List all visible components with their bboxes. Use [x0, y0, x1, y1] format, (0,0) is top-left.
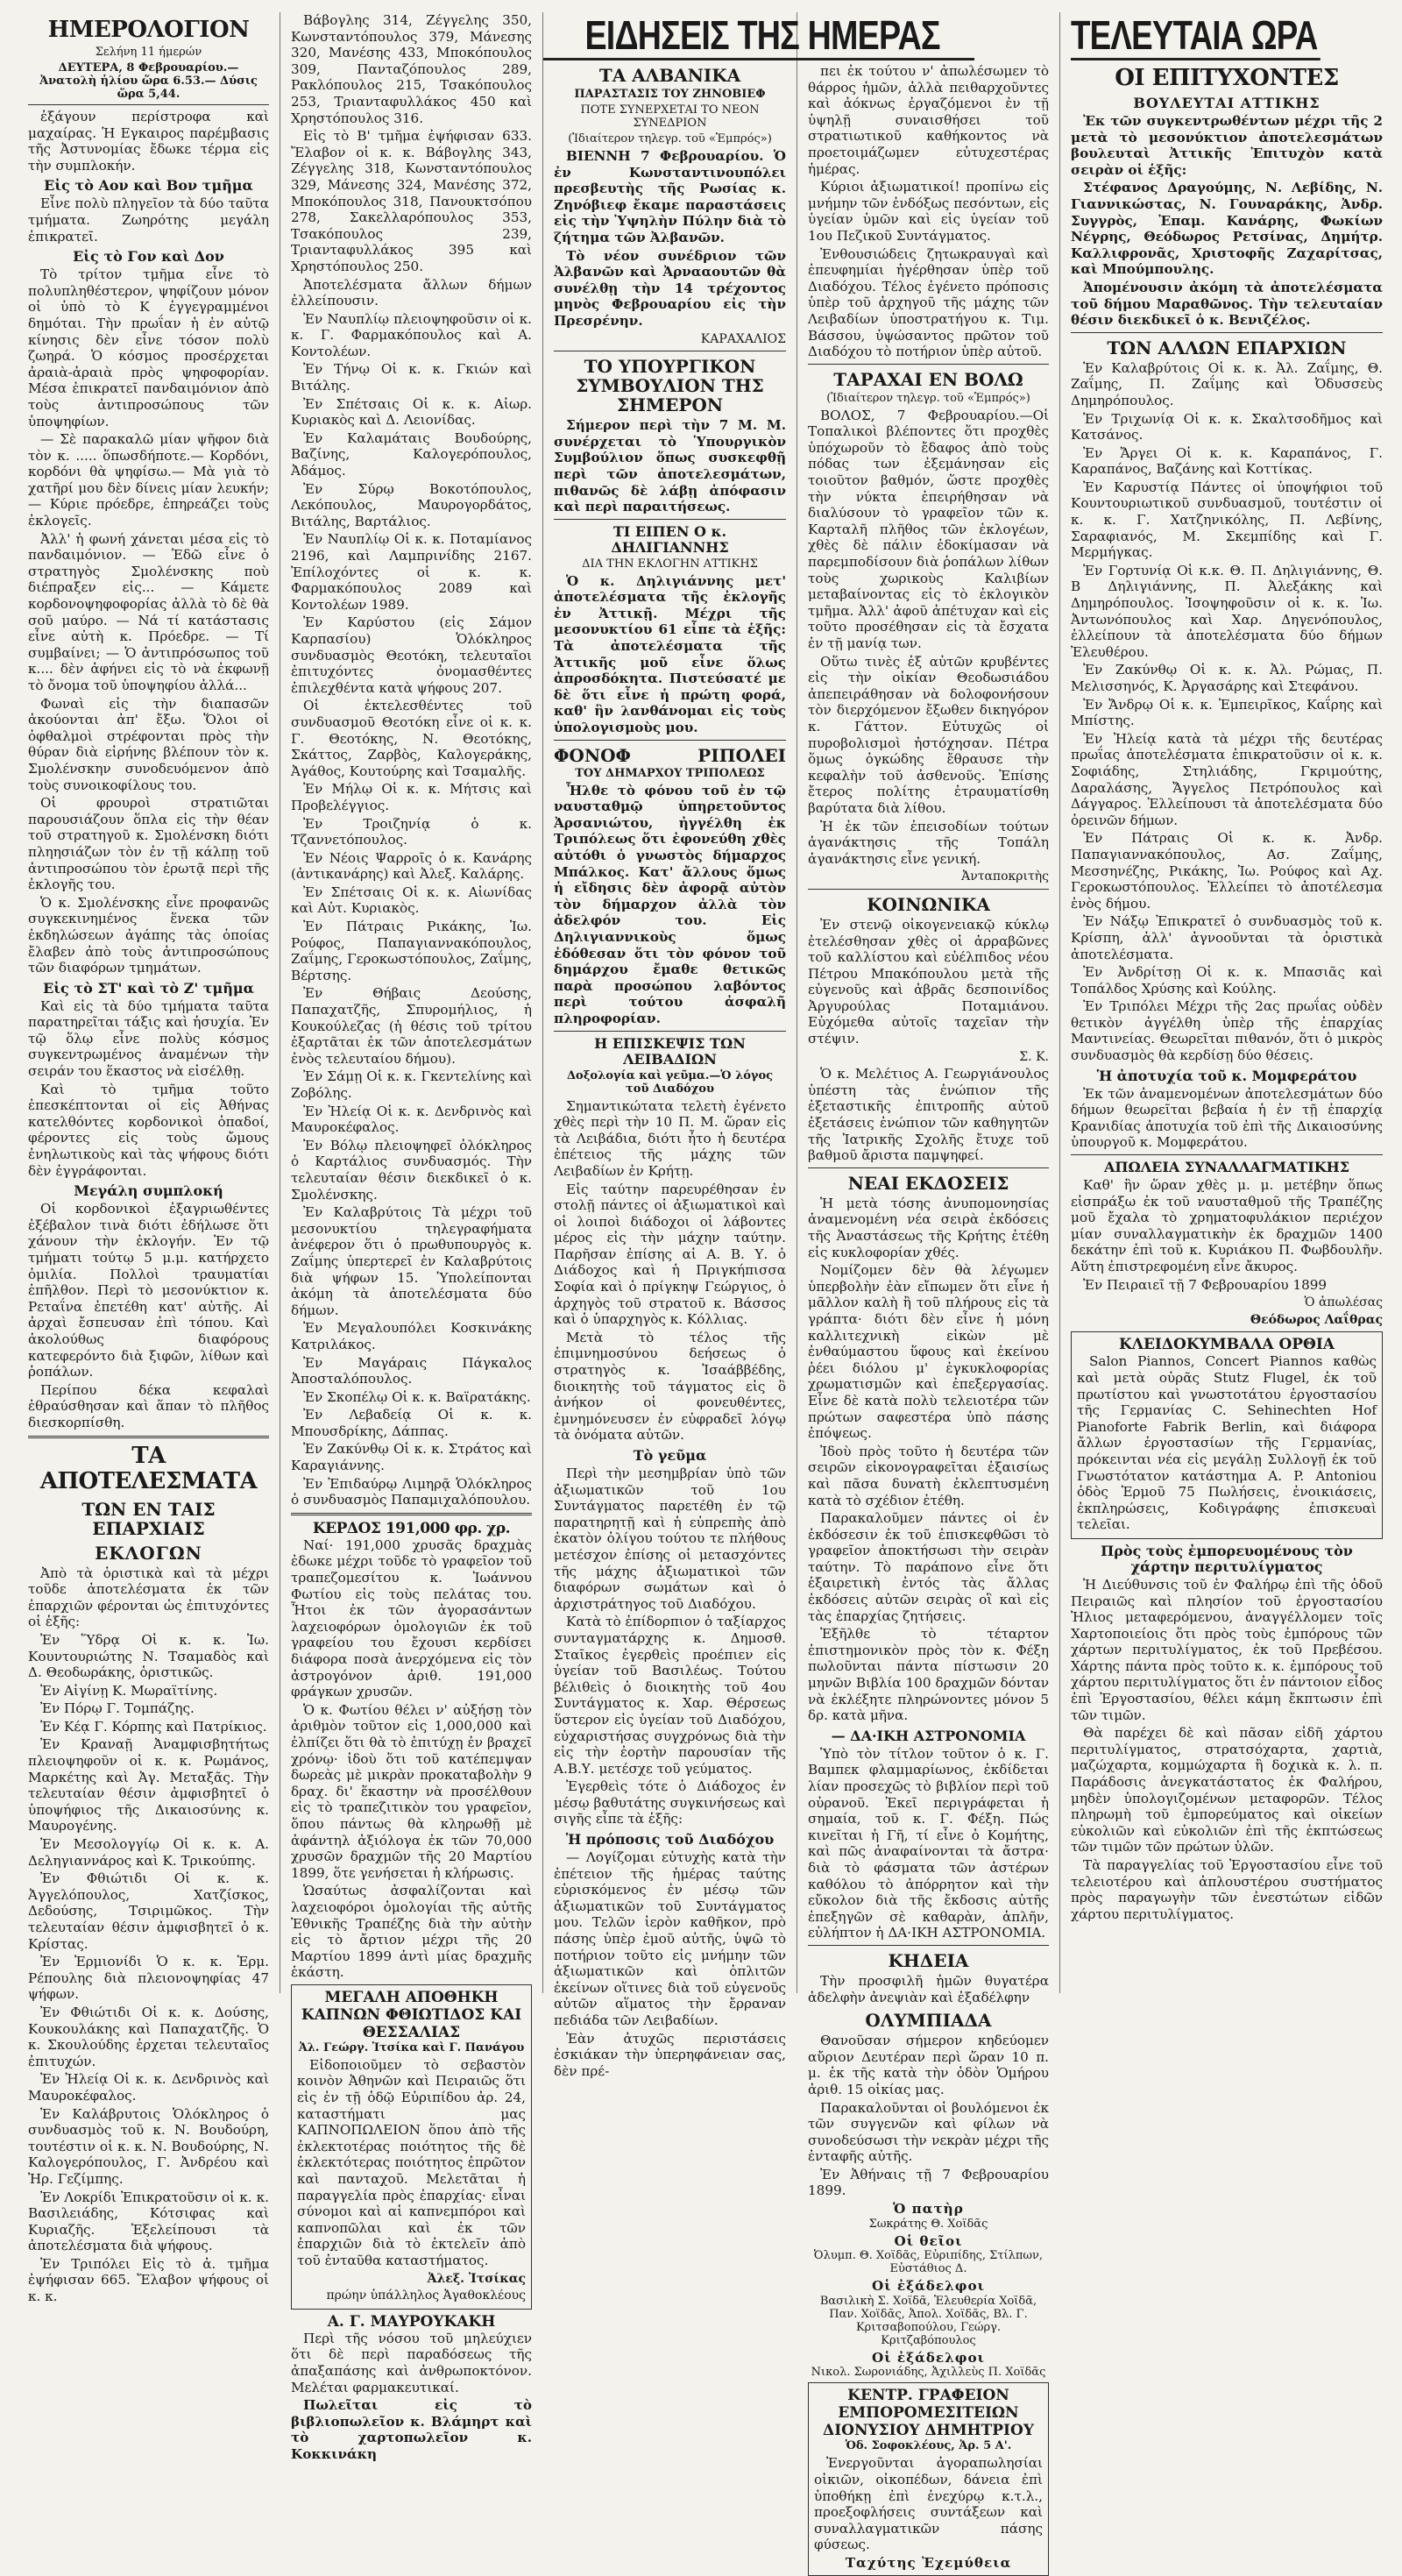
result-entry: Ἐν Πάτραις Οἱ κ. κ. Ἀνδρ. Παπαγιαννακόπουλος, Ασ. Ζαΐμης, Μεσσηνέζης, Ρικάκης, Ἰω. Ρούφος καὶ Αχ. Γεροκωστόπουλος. Ἐλλείπει τὸ ἀποτέλεσμα ἑνὸς δήμου.: [1071, 830, 1383, 912]
ad-subtitle: Ἀλ. Γεώργ. Ἰτσίκα καὶ Γ. Πανάγου: [298, 2040, 525, 2054]
masthead-news-of-the-day: ΕΙΔΗΣΕΙΣ ΤΗΣ ΗΜΕΡΑΣ: [543, 12, 974, 60]
result-entry: Ἐν Μεσολογγίῳ Οἱ κ. κ. Α. Δεληγιαννάρος καὶ Κ. Τρικούπης.: [28, 1836, 269, 1869]
advertisement: [1071, 1331, 1383, 1539]
result-entry: Ἐν Καλάβρυτοις Ὁλόκληρος ὁ συνδυασμὸς τοῦ κ. Ν. Βουδούρη, τουτέστιν οἱ κ. κ. Ν. Βουδούρης, Ν. Καλογερόπουλος, Γ. Ἀνδρέου καὶ Ἠρ. Γεζίμπης.: [28, 2105, 269, 2187]
result-entry: Ἐν Θήβαις Δεούσης, Παπαχατζῆς, Σπυρομήλιος, ἡ Κουκούλεζας (ἡ θέσις τοῦ τρίτου ἐξαρτᾶται ἐκ τῶν ἀποτελεσμάτων ἐνὸς τελευταίου δήμου).: [291, 985, 532, 1067]
ad-signature: Ἀλεξ. Ἰτσίκας: [427, 2271, 526, 2286]
result-entry: Ἐν Ἑρμιονίδι Ὁ κ. κ. Ἑρμ. Ρέπουλης διὰ πλειονοψηφίας 47 ψήφων.: [28, 1954, 269, 2003]
section-heading: Τὸ γεῦμα: [633, 1447, 707, 1464]
headline-row: [554, 744, 786, 767]
ad-title: ΚΕΝΤΡ. ΓΡΑΦΕΙΟΝ ΕΜΠΟΡΟΜΕΣΙΤΕΙΩΝ ΔΙΟΝΥΣΙΟΥ ΔΗΜΗΤΡΙΟΥ: [823, 2387, 1034, 2440]
paragraph: Ὁ κ. Μελέτιος Α. Γεωργιάνουλος ὑπέστη τὰς ἐνώπιον τῆς ἐξεταστικῆς ἐπιτροπῆς αὐτοῦ ἐξετάσεις ἐνώπιον τῶν καθηγητῶν τῆς Ἰατρικῆς Σχολῆς ἔτυχε τοῦ βαθμοῦ ἄριστα παμψηφεί.: [808, 1066, 1049, 1164]
result-entry: Ἐν Ζακύνθῳ Οἱ κ. κ. Στράτος καὶ Καραγιάννης.: [291, 1441, 532, 1474]
ad-paragraph: Ὁ κ. Φωτίου θέλει ν' αὐξήσῃ τὸν ἀριθμὸν τοῦτον εἰς 1,000,000 καὶ ἐλπίζει ὅτι θὰ τὸ ἐπιτύχῃ ἐν βραχεῖ χρόνῳ· ἰδοὺ ὅτι τοῦ κατέπεμψαν δωρεὰς μὲ μικρὰν προκαταβολὴν 9 δραχ. δι' ἕκαστην νὰ προσέλθουν εἰς τὸ τραπεζιτικὸν του γραφεῖον, ὅπου πάντως θὰ κληρωθῇ μὲ ἀφάντηλ ἀξιόλογα ἐκ τῶν 70,000 χρυσῶν δραχμῶν τῆς 20 Μαρτίου 1899, ὅτε γενήσεται ἡ κλήρωσις.: [291, 1701, 532, 1881]
result-entry: Ἐν Πόρῳ Γ. Τομπάζης.: [40, 1700, 195, 1717]
paragraph: Εἰς ταύτην παρευρέθησαν ἐν στολῇ πάντες οἱ ἀξιωματικοὶ καὶ οἱ λοιποὶ διάδοχοι οἱ λάβοντες μέρος εἰς τὴν μάχην ταύτην. Παρῆσαν ἐπίσης αἱ Α. Β. Υ. ὁ Διάδοχος καὶ ἡ Πριγκήπισσα Σοφία καὶ ὁ πρίγκηψ Γεώργιος, ὁ ἀρχηγὸς τοῦ στρατοῦ κ. Βάσσος καὶ ὁ ὑπαρχηγὸς κ. Κόλλιας.: [554, 1181, 786, 1328]
paragraph: Κατὰ τὸ ἐπίδορπιον ὁ ταξίαρχος συνταγματάρχης κ. Δημοσθ. Σταῖκος ἐγερθεὶς προέπιεν εἰς ὑγείαν τοῦ Βασιλέως. Τούτου βέλιθεὶς ὁ διοικητὴς τοῦ 4ου Συντάγματος κ. Χαρ. Θέρσεως ὕστερον εἰς ὑγείαν τοῦ Διαδόχου, εὐχαριστήσας συγχρόνως διὰ τὴν εἰς τὴν ἐορτὴν παρουσίαν τῆς Α.Β.Υ. μετέσχε τοῦ γεύματος.: [554, 1614, 786, 1777]
paragraph: Θὰ παρέχει δὲ καὶ πᾶσαν εἰδῆ χάρτου περιτυλίγματος, στρατσόχαρτα, χαρτιὰ, μαζώχαρτα, κομμώχαρτα ἢ δοχικὰ κ. λ. π. Παράδοσις ἀνεγκατάστατος ἐκ Φαλήρου, μηδὲν ὑπολογιζομένων μεταφορῶν. Τέλος πληρωμὴ τοῦ ἐμπορεύματος καὶ οἰκείων εὐκολιῶν καὶ εὐκολιῶν ἐπὶ τῆς ἐκπτώσεως τῶν τιμῶν τῶν πρώτων ὑλῶν.: [1071, 1725, 1383, 1856]
paragraph: Φωναὶ εἰς τὴν διαπασῶν ἀκούονται ἀπ' ἔξω. Ὅλοι οἱ ὀφθαλμοὶ στρέφονται πρὸς τὴν θύραν διὰ εἰρήνης βλέπουν τὸν κ. Σμολένσκην συνοδευόμενον ἀπὸ τοὺς συνοικοφίλους του.: [28, 695, 269, 793]
result-entry: Ἐν Κραναῇ Ἀναμφισβητήτως πλειοψηφοῦν οἱ κ. κ. Ρωμάνος, Μαρκέτης καὶ Ἀγ. Μεταξᾶς. Τὴν τελευταίαν θέσιν ἀμφισβητεῖ ὁ ὑποψήφιος τῆς Δικαιοσύνης κ. Μαυρογένης.: [28, 1736, 269, 1834]
byline: Σ. Κ.: [1019, 1049, 1049, 1064]
relation-names: Βασιλικὴ Σ. Χοϊδᾶ, Ἐλευθερία Χοϊδᾶ, Παν. Χοϊδᾶς, Ἀπολ. Χοϊδᾶς, Βλ. Γ. Κριτσαβοπούλου, Γεώργ. Κριτζαβόπουλος: [819, 2294, 1037, 2347]
result-entry: Ἐν Φθιώτιδι Οἱ κ. κ. Ἀγγελόπουλος, Χατζίσκος, Δεδούσης, Τσιριμῶκος. Τὴν τελευταίαν θέσιν ἀμφισβητεῖ ὁ κ. Κρίστας.: [28, 1870, 269, 1952]
byline: ΚΑΡΑΧΑΛΙΟΣ: [700, 331, 786, 346]
section-heading: ΤΑΡΑΧΑΙ ΕΝ ΒΟΛΩ: [833, 368, 1023, 390]
divider: [554, 1031, 786, 1032]
result-entry: Ἐν Μαγάραις Πάγκαλος Ἀποσταλόπουλος.: [291, 1354, 532, 1387]
byline: Ἀνταποκριτὴς: [961, 869, 1049, 884]
divider: [1071, 332, 1383, 333]
result-entry: Ἐν Σκοπέλῳ Οἱ κ. κ. Βαϊρατάκης.: [303, 1388, 531, 1405]
paragraph: Θανοῦσαν σήμερον κηδεύομεν αὔριον Δευτέραν περὶ ὥραν 10 π. μ. ἐκ τῆς κατὰ τὴν ὁδὸν Ὁμήρου ἀριθ. 15 οἰκίας μας.: [808, 2033, 1049, 2097]
funeral-heading: ΚΗΔΕΙΑ: [888, 1949, 969, 1971]
ad-address: Ὁδ. Σοφοκλέους, Ἀρ. 5 Α'.: [845, 2439, 1012, 2453]
result-entry: Ἐν Καλαβρύτοις Τὰ μέχρι τοῦ μεσονυκτίου τηλεγραφήματα ἀνέφερον ὅτι ὁ πρωθυπουργὸς κ. Ζαΐμης ὑπερτερεῖ ἐν Καλαβρύτοις διὰ ψήφων 15. Ὑπολείπονται ἀκόμη τὰ ἀποτελέσματα δύο δήμων.: [291, 1204, 532, 1318]
result-entry: Ἐν Καρύστου (εἰς Σάμον Καρπασίου) Ὁλόκληρος συνδυασμὸς Θεοτόκη, τελευταῖοι ἐπιτυχόντες ὀνομασθέντες ἐπιλεχθέντα κατὰ ψήφους 207.: [291, 614, 532, 696]
ad-paragraph: Ἐνεργοῦνται ἀγοραπωλησίαι οἰκιῶν, οἰκοπέδων, δάνεια ἐπὶ ὑποθήκῃ ἐπὶ ἐνεχύρῳ κ.τ.λ., προεξοφλήσεις συντάξεων καὶ συναλλαγματικῶν πάσης φύσεως.: [814, 2455, 1043, 2553]
result-entry: Ἐν Πάτραις Ρικάκης, Ἰω. Ρούφος, Παπαγιαννακόπουλος, Ζαΐμης, Γεροκωστόπουλος, Ζαΐμης, Βέρτσης.: [291, 919, 532, 983]
relation-names: Νικολ. Σωρονιάδης, Ἀχιλλεὺς Π. Χοϊδᾶς: [811, 2366, 1046, 2380]
results-headline: ΤΑ ΑΠΟΤΕΛΕΣΜΑΤΑ: [39, 1442, 258, 1494]
result-entry: Ἐν Ἄργει Οἱ κ. κ. Καραπάνος, Γ. Καραπάνος, Βαζάνης καὶ Κοττίκας.: [1071, 444, 1383, 478]
divider: [28, 1436, 269, 1438]
result-entry: Ἐν Λοκρίδι Ἐπικρατοῦσιν οἱ κ. κ. Βασιλειάδης, Κότσιφας καὶ Κυριαζῆς. Ἐξελείπουσι τὰ ἀποτελέσματα διὰ ψήφους.: [28, 2189, 269, 2254]
result-entry: Ἐν Τήνῳ Οἱ κ. κ. Γκιών καὶ Βιτάλης.: [291, 361, 532, 394]
paragraph: Καὶ τὸ τμῆμα τοῦτο ἐπεσκέπτονται οἱ εἰς Ἀθήνας κατελθόντες κορδονικοὶ ὁπαδοί, φέροντες εἰς τοὺς ὤμους ἐνηλωτικοὺς καὶ τὰς ψήφους διότι δὲν ἐγγράφονται.: [28, 1081, 269, 1179]
divider: [291, 1513, 532, 1515]
section-heading: Πρὸς τοὺς ἐμπορευομένους τὸν χάρτην περιτυλίγματος: [1101, 1542, 1353, 1575]
paragraph: ἐξάγουν περίστροφα καὶ μαχαίρας. Ἡ Εγκαιρος παρέμβασις τῆς Ἀστυνομίας ἔδωκε τέρμα εἰς τὴν συμπλοκήν.: [28, 109, 269, 174]
result-entry: Ἐν Καλαβρύτοις Οἱ κ. κ. Ἀλ. Ζαΐμης, Θ. Ζαΐμης, Π. Ζαΐμης καὶ Ὀδυσσεὺς Δημηρόπουλος.: [1071, 359, 1383, 408]
paragraph: Τὴν προσφιλῆ ἡμῶν θυγατέρα ἀδελφὴν ἀνεψιὰν καὶ ἐξαδέλφην: [808, 1972, 1049, 2005]
date-line: ΔΕΥΤΕΡΑ, 8 Φεβρουαρίου.— Ἀνατολὴ ἡλίου ὥρα 6.53.— Δύσις ὥρα 5,44.: [39, 61, 258, 101]
funeral-date: Ἐν Ἀθήναις τῇ 7 Φεβρουαρίου 1899.: [808, 2166, 1049, 2199]
paragraph: Ἐκ τῶν συγκεντρωθέντων μέχρι τῆς 2 μετὰ τὸ μεσονύκτιον ἀποτελεσμάτων βουλευταὶ Ἀττικῆς Ἐπιτυχὸν κατὰ σειρὰν οἱ ἑξῆς:: [1071, 113, 1383, 178]
paragraph: Νομίζομεν δὲν θὰ λέγωμεν ὑπερβολὴν ἐὰν εἴπωμεν ὅτι εἶνε ἡ μᾶλλον καλὴ ἢ τοῦ πλήρους εἰς τὰ γράπτα· διότι δὲν εἶνε ἡ μόνη καλλιτεχνικὴ εἰκὼν μὲ ἐνθαύμαστου ὕφους καὶ ἐκείνου ῥέει διόλου μ' ἐγκυκλοφορίας χρωματισμῶν καὶ ἐπεξεργασίας. Εἶνε δὲ κατὰ πολὺ τελειοτέρα τῶν πρώτων σαφεστέρα ὑπὸ πάσης ἐπόψεως.: [808, 1262, 1049, 1442]
section-heading: ΡΙΠΟΛΕΙ: [697, 744, 786, 766]
ad-paragraph: Περὶ τῆς νόσου τοῦ μηλεύχιεν ὅτι δὲ περὶ παραδόσεως τῆς ἀπαξαπάσης καὶ ἀνθρωποκτόνον. Μελέται φαρμακευτικαί.: [291, 2330, 532, 2395]
relation-label: Ὁ πατὴρ: [893, 2201, 964, 2218]
ad-paragraph: Ναί· 191,000 χρυσᾶς δραχμὰς ἐδωκε μέχρι τοῦδε τὸ γραφεῖον τοῦ τραπεζομεσίτου κ. Ἰωάννου Φωτίου εἰς τοὺς πελάτας του. Ἦτοι ἐκ τῶν ἀγορασάντων λαχειοφόρων ὁμολογιῶν ἐκ τοῦ γραφείου του ἔχουσι κερδίσει διάφορα ποσὰ ἀνερχόμενα εἰς τὸν ἀστρογόνον ἀριθ. 191,000 φράγκων χρυσῶν.: [291, 1536, 532, 1700]
paragraph: Ἦλθε τὸ φόνου τοῦ ἐν τῷ ναυσταθμῷ ὑπηρετοῦντος Ἀρσανιώτου, ἠγγέλθη ἐκ Τριπόλεως ὅτι ἐφονεύθη χθὲς αὐτόθι ὁ γνωστὸς δήμαρχος Μπάλκος. Κατ' ἄλλους ὅμως ἡ εἴδησις δὲν ἀφορᾷ αὐτὸν τὸν δήμαρχον ἀλλὰ τὸν ἀδελφόν του. Εἰς Δηλιγιαννικοὺς ὅμως ἐδόθεσαν ὅτι τὸν φόνον τοῦ δημάρχου ἔμαθε θετικῶς παρὰ προσώπου λαβόντος περὶ τούτου ἀσφαλῆ πληροφορίαν.: [554, 782, 786, 1026]
section-heading: ΚΟΙΝΩΝΙΚΑ: [867, 893, 990, 915]
result-entry: Ἐν Ἠλείᾳ Οἱ κ. κ. Δενδρινὸς καὶ Μαυροκέφαλος.: [291, 1103, 532, 1136]
telegram-note: (Ἰδιαίτερον τηλεγρ. τοῦ «Ἐμπρός»): [826, 391, 1030, 405]
section-heading: ΝΕΑΙ ΕΚΔΟΣΕΙΣ: [847, 1172, 1009, 1194]
telegram-note: (Ἰδιαίτερον τηλεγρ. τοῦ «Ἐμπρός»): [568, 132, 772, 145]
divider: [28, 104, 269, 105]
section-heading: ΤΑ ΑΛΒΑΝΙΚΑ: [598, 65, 741, 86]
paragraph: Ἀλλ' ἡ φωνή χάνεται μέσα εἰς τὸ πανδαιμόνιον. — Ἐδῶ εἶνε ὁ στρατηγὸς Σμολένσκης ποὺ διέπραξεν εἰς... — Κάμετε κορδονοψηφοφορίας ἀλλὰ τὸ δὲ θὰ σοῦ μαύρο. — Νά τί κατάστασις εἶνε αὐτὴ κ. Πρόεδρε. — Τί συμβαίνει; — Ὁ ἀντιπρόσωπος τοῦ κ.... δὲν ἀφήνει εἰς τὸ νὰ ἐκφωνῇ τὸ ὄνομα τοῦ ὑποψηφίου ἀλλά...: [28, 530, 269, 693]
ad-title: ΚΛΕΙΔΟΚΥΜΒΑΛΑ ΟΡΘΙΑ: [1118, 1336, 1335, 1354]
paragraph: Ἀπὸ τὰ ὁριστικὰ καὶ τὰ μέχρι τοῦδε ἀποτελέσματα ἐκ τῶν ἐπαρχιῶν φέρονται ὡς ἐπιτυχόντες οἱ ἑξῆς:: [28, 1565, 269, 1630]
divider: [808, 1167, 1049, 1168]
paragraph: Κύριοι ἀξιωματικοί! προπίνω εἰς μνήμην τῶν ἐνδόξως πεσόντων, εἰς ὑγείαν ὑμῶν καὶ εἰς ὑγείαν τοῦ 1ου Πεζικοῦ Συντάγματος.: [808, 179, 1049, 244]
paragraph: Βάβογλης 314, Ζέγγελης 350, Κωνσταντόπουλος 379, Μάνεσης 320, Μανέσης 433, Μποκόπουλος 309, Πανταζόπουλος 289, Ρακλόπουλος 215, Τσακόπουλος 253, Τριανταφυλλάκος 450 καὶ Χρηστόπουλος 316.: [291, 12, 532, 126]
signature-label: Ὁ ἀπωλέσας: [1304, 1295, 1383, 1310]
paragraph: Ἡ ἐκ τῶν ἐπεισοδίων τούτων ἀγανάκτησις τῆς Τοπάλη ἀγανάκτησις εἶνε γενική.: [808, 818, 1049, 867]
subheading: ΠΑΡΑΣΤΑΣΙΣ ΤΟΥ ΖΗΝΟΒΙΕΦ: [574, 88, 766, 101]
paragraph: Ἡ μετὰ τόσης ἀνυπομονησίας ἀναμενομένη νέα σειρὰ ἐκδόσεις τῆς Ἀναστάσεως τῆς Κρήτης ἐτέθη εἰς κυκλοφορίαν χθές.: [808, 1195, 1049, 1260]
ad-title: ΚΕΡΔΟΣ 191,000 φρ. χρ.: [312, 1519, 511, 1537]
paragraph: — Σὲ παρακαλῶ μίαν ψῆφον διὰ τὸν κ. ..... ὅπωσδήποτε.— Κορδόνι, κορδόνι θὰ ψηφίσω.— Μὰ γιὰ τὸ χατῆρί μου δὲν δίνεις μίαν λευκήν;— Κύριε πρόεδρε, ἐπηρεάζει τοὺς ἐκλογεῖς.: [28, 431, 269, 529]
divider: [554, 740, 786, 741]
paragraph: Οἱ κορδονικοὶ ἐξαγριωθέντες ἐξέβαλον τινὰ διότι ἐδήλωσε ὅτι χάνουν τὴν ἐκλογήν. Ἐν τῷ τμήματι τούτῳ 5 μ.μ. κατήρχετο ὁμιλία. Πολλοὶ τραυματίαι ἐπῆλθον. Περὶ τὸ μεσονύκτιον κ. Ρεταΐνα ἐπετέθη κατ' αὐτῆς. Αἱ ἀρχαὶ ἔσπευσαν ἐπὶ τόπου. Καὶ ἀκολούθως διαφόρους κατεφερόντο διὰ ξιφῶν, λίθων καὶ ῥοπάλων.: [28, 1201, 269, 1380]
result-entry: Ἐν Τριπόλει Μέχρι τῆς 2ας πρωΐας οὐδὲν θετικὸν ἀγγέλθη ὑπὲρ τῆς ἐπαρχίας Μαντινείας. Θεωρεῖται πιθανόν, ὅτι ὁ μικρὸς συνδυασμὸς θὰ κερδίσῃ δύο θέσεις.: [1071, 998, 1383, 1064]
ad-paragraph: Salon Piannos, Concert Piannos καθὼς καὶ μετὰ οὐρᾶς Stutz Flugel, ἐκ τοῦ πρωτίστου καὶ γνωστοτάτου ἐργοστασίου τῆς Γερμανίας C. Sehinechten Hof Pianoforte Fabrik Berlin, καὶ διάφορα ἄλλων ἐργοστασίων τῆς Γερμανίας, πρόκεινται νέα εἰς μεγάλῃ Συλλογῇ ἐκ τοῦ Γνωστότατον κατάστημα A. P. Antoniou ὁδὸς Ἑρμοῦ 75 Πωλήσεις, ἐνοικιάσεις, ἐκπληρώσεις, Κοδιγράφης ἐπισκευαὶ τελεῖαι.: [1077, 1353, 1377, 1533]
result-entry: Ἐν Σπέτσαις Οἱ κ. κ. Αἰωνίδας καὶ Αὐτ. Κυριακὸς.: [291, 884, 532, 917]
paragraph: Ὁ κ. Σμολένσκης εἶνε προφανῶς συγκεκινημένος ἕνεκα τῶν ἐκδηλώσεων ἀγάπης τὰς ὁποίας ἔλαβεν ἀπὸ τοὺς ἀντιπροσώπους τῶν διαφόρων τμημάτων.: [28, 894, 269, 976]
result-entry: Ἐν Ἠλείᾳ κατὰ τὰ μέχρι τῆς δευτέρας πρωΐας ἀποτελέσματα ἐπικρατοῦσιν οἱ κ. κ. Σοφιάδης, Στηλιάδης, Γκριμούτης, Δαραλάσης, Ἄγγελος Πετρόπουλος καὶ Δάγγαρος. Ἐλλείπουσι τὰ ἀποτελέσματα δύο ὁρεινῶν δήμων.: [1071, 730, 1383, 828]
result-entry: Ἐν Σύρῳ Βοκοτόπουλος, Λεκόπουλος, Μαυρογορδάτος, Βιτάλης, Βαρτάλιος.: [291, 480, 532, 529]
divider: [1071, 1154, 1383, 1155]
subheading: Δοξολογία καὶ γεῦμα.—Ὁ λόγος τοῦ Διαδόχου: [566, 1068, 774, 1096]
divider: [808, 364, 1049, 365]
result-entry: Ἐν Νέοις Ψαρροῖς ὁ κ. Κανάρης (ἀντικανάρης) καὶ Ἀλεξ. Καλάρης.: [291, 849, 532, 883]
paragraph: ΒΙΕΝΝΗ 7 Φεβρουαρίου. Ὁ ἐν Κωνσταντινουπόλει πρεσβευτὴς τῆς Ρωσίας κ. Ζηνόβιεφ ἔκαμε παραστάσεις εἰς τὴν Ὑψηλὴν Πύλην διὰ τὸ ζήτημα τῶν Ἀλβανῶν.: [554, 148, 786, 245]
paragraph: Οἱ φρουροὶ στρατιῶται παρουσιάζουν ὅπλα εἰς τὴν θέαν τοῦ στρατηγοῦ κ. Σμολένσκη διότι πληησιάζων τὸν ἐν τῇ κάλπῃ τοῦ ἀντιπροσώπου τὸν ἐρωτᾷ περὶ τῆς ἐκλογῆς του.: [28, 795, 269, 893]
result-entry: Ἐν Ναυπλίῳ πλειοψηφοῦσιν οἱ κ. κ. Γ. Φαρμακόπουλος καὶ Α. Κοντολέων.: [291, 310, 532, 359]
paragraph: Σήμερον περὶ τὴν 7 Μ. Μ. συνέρχεται τὸ Ὑπουργικὸν Συμβούλιον ὅπως συσκεφθῇ περὶ τῶν ἀποτελεσμάτων, πιθανῶς δὲ λάβῃ ἀπόφασιν καὶ περὶ παραιτήσεως.: [554, 417, 786, 515]
section-heading: Μεγάλη συμπλοκή: [74, 1182, 223, 1200]
section-heading: ΤΩΝ ΑΛΛΩΝ ΕΠΑΡΧΙΩΝ: [1107, 337, 1347, 358]
column-5: [1060, 12, 1393, 1993]
ad-paragraph: Ὡσαύτως ἀσφαλίζονται καὶ λαχειοφόροι ὁμολογίαι τῆς αὐτῆς Ἐθνικῆς Τραπέζης διὰ τὴν αὐτὴν εἰς τὸ ἄρτιον μέχρι τῆς 20 Μαρτίου 1899 ἀντὶ μίας δραχμῆς ἑκάστη.: [291, 1883, 532, 1981]
paragraph: Εἰς τὸ Β' τμῆμα ἐψήφισαν 633. Ἔλαβον οἱ κ. κ. Βάβογλης 343, Ζέγγελης 318, Κωνσταντόπουλος 329, Μάνεσης 324, Μανέσης 372, Μποκόπουλος 318, Πανουκτσόπου 278, Σακελλαρόπουλος 353, Τσακόπουλος 239, Τριανταφυλλάκος 395 καὶ Χρηστόπουλος 250.: [291, 128, 532, 274]
paragraph: Οὕτω τινὲς ἐξ αὐτῶν κρυβέντες εἰς τὴν οἰκίαν Θεοδωσιάδου ἀπεπειράθησαν νὰ δολοφονήσουν τὸν διερχόμενον ἔξωθεν δικηγόρον κ. Γάττον. Εὐτυχῶς οἱ πυροβολισμοὶ ἠστόχησαν. Πέτρα ὅμως ὀγκώδης ἔθραυσε τὴν κεφαλὴν τοῦ ἀσθενοῦς. Ἐπίσης ἔτερος πολίτης ἐτραυματίσθη βαρύτατα διὰ λίθου.: [808, 653, 1049, 816]
paragraph: Ἡ Διεύθυνσις τοῦ ἐν Φαλήρῳ ἐπὶ τῆς ὁδοῦ Πειραιῶς καὶ πλησίον τοῦ ἐργοστασίου Ἠλιος μεταφερόμενου, ἀναγγέλλομεν τοῖς Χαρτοποιείοις ὅτι πρὸς τοὺς ἐμπόρους τῶν χάρτων περιτυλίγματος, ἐκ τοῦ Πρεβέσου. Χάρτης πάντα πρὸς τοῦτο κ. κ. ἐμπόρους τοῦ χάρτου περιτυλίγματος ὅτι ἐν πάντοιον εἶδος ἐπὶ Ἐργοστασίου, θέλει κάμη ἔκπτωσιν ἐπὶ τῶν τιμῶν.: [1071, 1576, 1383, 1723]
result-entry: Ἐν Ἄνδρῳ Οἱ κ. κ. Ἐμπειρῖκος, Καΐρης καὶ Μπίστης.: [1071, 696, 1383, 729]
result-entry: Ἐν Τροιζηνίᾳ ὁ κ. Τζαννετόπουλος.: [291, 815, 532, 848]
section-heading: ΦΟΝΟΦ: [554, 744, 631, 766]
results-headline-2: ΤΩΝ ΕΝ ΤΑΙΣ ΕΠΑΡΧΙΑΙΣ: [81, 1498, 216, 1539]
paragraph: Οἱ ἐκτελεσθέντες τοῦ συνδυασμοῦ Θεοτόκη εἶνε οἱ κ. κ. Γ. Θεοτόκης, Ν. Θεοτόκης, Σκάττος, Ζαρβὸς, Καλογεράκης, Ἀγάθος, Κουτούρης καὶ Τσαμαλῆς.: [291, 698, 532, 779]
advertisement: [291, 1984, 532, 2310]
paragraph: Εἶνε πολὺ πληγεῖον τὰ δύο ταῦτα τμήματα. Ζωηρότης μεγάλη ἐπικρατεῖ.: [28, 195, 269, 245]
section-heading: — ΔΑ·ΙΚΗ ΑΣΤΡΟΝΟΜΙΑ: [831, 1727, 1026, 1744]
section-heading: ΤΙ ΕΙΠΕΝ Ο κ. ΔΗΛΙΓΙΑΝΝΗΣ: [611, 522, 729, 556]
paragraph: Ἐὰν ἀτυχῶς περιστάσεις ἐσκιάκαν τὴν ὑπερηφάνειαν σας, δὲν πρέ-: [554, 2030, 786, 2079]
paragraph: Μετὰ τὸ τέλος τῆς ἐπιμνημοσύνου δεήσεως ὁ στρατηγὸς κ. Ἰσαάββέδης, διοικητὴς τοῦ τάγματος εἰς ὃ ἀνήκον οἱ φονευθέντες, ἐμνημόνευσεν ἐν εὐφραδεῖ λόγῳ τὰ ὀνόματα αὐτῶν.: [554, 1329, 786, 1444]
result-entry: Ἐν Τριχωνίᾳ Οἱ κ. κ. Σκαλτσοδῆμος καὶ Κατσάνος.: [1071, 410, 1383, 444]
ad-title: Α. Γ. ΜΑΥΡΟΥΚΑΚΗ: [327, 2312, 496, 2331]
paragraph: Ὁ κ. Δηλιγιάννης μετ' ἀποτελέσματα τῆς ἐκλογῆς ἐν Ἀττικῇ. Μέχρι τῆς μεσονυκτίου 61 εἶπε τὰ ἑξῆς: Τὰ ἀποτελέσματα τῆς Ἀττικῆς μοῦ εἶνε ὅλως ἀπροσδόκητα. Πιστεύσατέ με δὲ ὅτι εἶνε ἡ πρώτη φορά, καθ' ἣν λανθάνομαι εἰς τοὺς ὑπολογισμοὺς μου.: [554, 572, 786, 736]
paragraph: Σημαντικώτατα τελετὴ ἐγένετο χθὲς περὶ τὴν 10 Π. Μ. ὥραν εἰς τὰ Λειβάδια, διότι ἦτο ἡ δευτέρα ἐπέτειος τῆς μάχης τῶν Λειβαδίων ἐν Κρήτῃ.: [554, 1097, 786, 1179]
ad-signature-2: πρώην ὑπάλληλος Ἀγαθοκλέους: [326, 2289, 526, 2303]
paragraph: πει ἐκ τούτου ν' ἀπωλέσωμεν τὸ θάρρος ἡμῶν, ἀλλὰ πειθαρχοῦντες καὶ ἀόκνως ἐργαζόμενοι ἐν τῇ ὑψηλῇ συναισθήσει τοῦ στρατιωτικοῦ καθήκοντος νὰ προετοιμάζωμεν εὐτυχεστέρας ἡμέρας.: [808, 63, 1049, 177]
paragraph: Στέφανος Δραγούμης, Ν. Λεβίδης, Ν. Γιαννικώστας, Ν. Γουναράκης, Ἀνδρ. Συγγρὸς, Ἐπαμ. Κανάρης, Φωκίων Νέγρης, Θεόδωρος Ρετσίνας, Δημήτρ. Καλλιφρονᾶς, Χριστοφῆς Ζαχαρίτσας, καὶ Μπούμπουλης.: [1071, 180, 1383, 278]
advertisement: [808, 2382, 1049, 2575]
result-entry: Ἐν Ὕδρᾳ Οἱ κ. κ. Ἰω. Κουντουριώτης Ν. Τσαμαδὸς καὶ Δ. Θεοδωράκης, ὁριστικῶς.: [28, 1631, 269, 1681]
result-entry: Ἐν Βόλῳ πλειοψηφεῖ ὁλόκληρος ὁ Καρτάλιος συνδυασμός. Τὴν τελευταίαν θέσιν διεκδικεῖ ὁ κ. Σμολένσκης.: [291, 1137, 532, 1203]
paragraph: Ἐνθουσιώδεις ζητωκραυγαὶ καὶ ἐπευφημίαι ἠγέρθησαν ὑπὲρ τοῦ Διαδόχου. Τέλος ἐγένετο πρόποσις ὑπὲρ τοῦ ἀρχηγοῦ τῆς μάχης τῶν Λειβαδίων ὑποστρατήγου κ. Τιμ. Βάσσου, ὑψώσαντος πρῶτον τοῦ Διαδόχου τὸ ποτήριον ὑπὲρ αὐτοῦ.: [808, 245, 1049, 360]
divider: [808, 889, 1049, 890]
result-entry: Ἐν Μεγαλουπόλει Κοσκινάκης Κατριλάκος.: [291, 1320, 532, 1352]
result-entry: Ἐν Ζακύνθῳ Οἱ κ. κ. Ἀλ. Ρώμας, Π. Μελισσηνός, Κ. Ἀργασάρης καὶ Στεφάνου.: [1071, 662, 1383, 694]
paragraph: ΒΟΛΟΣ, 7 Φεβρουαρίου.—Οἱ Τοπαλικοὶ βλέποντες ὅτι προχθὲς ὑπόχωροῦν τὸ ἔδαφος ἀπὸ τοὺς πόδας των ἐξεμάνησαν εἰς τοιοῦτον βαθμόν, ὥστε προχθὲς τὴν νύκτα ἐπειρήθησαν νὰ διαλύσουν τὸ γραφεῖον τῶν κ. Καρταλῆ πλῆθος τῶν ἐκλογέων, χθὲς δὲ πάλιν ἐδοκίμασαν νὰ παρεμποδίσουν διὰ ῥοπάλων λίθων τοὺς χωρικοὺς Καλιβίων μεταβαίνοντας εἰς τὸ ἐκλογικὸν τμῆμα. Ἀλλ' ἀφοῦ ἀπέτυχαν καὶ εἰς τοῦτο προσέθησαν εἰς τὰ ἔσχατα ἐν τῇ μανίᾳ των.: [808, 407, 1049, 651]
paragraph: Τὸ νέον συνέδριον τῶν Ἀλβανῶν καὶ Ἀρνααουτῶν θὰ συνέλθῃ τὴν 14 τρέχοντος μηνὸς Φεβρουαρίου εἰς τὴν Πρεσρένην.: [554, 247, 786, 329]
paragraph: Καθ' ἣν ὥραν χθὲς μ. μ. μετέβην ὅπως εἰσπράξω ἐκ τοῦ ναυσταθμοῦ τῆς Τραπέζης μοῦ ἔχαλα τὸ χρηματοφυλάκιον περιέχον μίαν συναλλαγματικὴν ἐκ δραχμῶν 1400 δεκάτην ἐπὶ τοῦ κ. Κυριάκου Π. Φωβδουλῆν. Αὕτη ἐπιστρεφομένη εἶνε ἄκυρος.: [1071, 1177, 1383, 1274]
column-2: [280, 12, 543, 2462]
result-entry: Ἐν Σάμῃ Οἱ κ. κ. Γκεντελίνης καὶ Ζοβόλης.: [291, 1068, 532, 1101]
relation-label: Οἱ ἐξάδελφοι: [871, 2349, 985, 2366]
section-heading: Ἡ πρόποσις τοῦ Διαδόχου: [565, 1831, 775, 1849]
result-entry: Ἐν Ἐπιδαύρῳ Λιμηρᾷ Ὁλόκληρος ὁ συνδυασμὸς Παπαμιχαλόπουλου.: [291, 1475, 532, 1508]
paragraph: Τὰ παραγγελίας τοῦ Ἐργοστασίου εἶνε τοῦ τελειοτέρου καὶ ἀπλουστέρου συστήματος πρὸς παραγωγὴν τῶν ἐνεστώτων εἰδῶν χάρτου περιτυλίγματος.: [1071, 1857, 1383, 1922]
section-heading: ΟΙ ΕΠΙΤΥΧΟΝΤΕΣ: [1115, 65, 1339, 91]
paragraph: Περίπου δέκα κεφαλαὶ ἐθραύσθησαν καὶ ἅπαν τὸ πλῆθος διεσκορπίσθη.: [28, 1381, 269, 1430]
paragraph: Περὶ τὴν μεσημβρίαν ὑπὸ τῶν ἀξιωματικῶν τοῦ 1ου Συντάγματος παρετέθη ἐν τῷ παρατηρητῇ καὶ ἡ εὐπρεπὴς ἀπὸ ἐκατὸν ὀλίγου τούτου τε πλήθους μετέσχον ἐπίσης οἱ μετασχόντες τῆς μάχης ἀξιωματικοὶ τῶν διαφόρων σωμάτων καὶ ὁ ἀρχιστράτηγος τοῦ Διαδόχου.: [554, 1465, 786, 1612]
paragraph: Ἰδοὺ πρὸς τοῦτο ἡ δευτέρα τῶν σειρῶν εἰκονογραφεῖται ἐξαισίως καὶ πᾶσα δυνατὴ ἐκλεπτυσμένη κατὰ τὸ σχέδιον ἐτέθη.: [808, 1443, 1049, 1508]
relation-names: Ὀλυμπ. Θ. Χοϊδᾶς, Εὐριπίδης, Στίλπων, Εὐστάθιος Δ.: [813, 2249, 1044, 2276]
section-heading: Εἰς τὸ Γον καὶ Δον: [73, 248, 224, 266]
deceased-name: ΟΛΥΜΠΙΑΔΑ: [865, 2010, 992, 2032]
result-entry: Ἐν Αἰγίνῃ Κ. Μωραϊτίνης.: [40, 1682, 218, 1699]
subheading: ΔΙΑ ΤΗΝ ΕΚΛΟΓΗΝ ΑΤΤΙΚΗΣ: [582, 557, 758, 571]
ad-slogan: Ταχύτης Ἐχεμύθεια: [845, 2555, 1012, 2571]
paragraph: Παρακαλοῦνται οἱ βουλόμενοι ἐκ τῶν συγγενῶν καὶ φίλων νὰ συνοδεύσωσι τὴν νεκρὰν μέχρι τῆς ἐνταφῆς αὐτῆς.: [808, 2099, 1049, 2165]
relation-label: Οἱ ἐξάδελφοι: [871, 2278, 985, 2295]
paragraph: Ἐν Πειραιεῖ τῇ 7 Φεβρουαρίου 1899: [1083, 1276, 1328, 1293]
result-entry: Ἐν Καρυστίᾳ Πάντες οἱ ὑποψήφιοι τοῦ Κουντουριωτικοῦ συνδυασμοῦ, τουτέστιν οἱ κ. κ. Γ. Χατζηνικόλης, Π. Λεβίνης, Σαραφιανός, Μ. Σκεμπίδης καὶ Γ. Μερμήγκας.: [1071, 479, 1383, 561]
masthead-last-hour: ΤΕΛΕΥΤΑΙΑ ΩΡΑ: [1071, 12, 1321, 60]
section-heading: Ἡ ἀποτυχία τοῦ κ. Μομφεράτου: [1096, 1067, 1357, 1084]
result-entry: Ἐν Φθιώτιδι Οἱ κ. κ. Δούσης, Κουκουλάκης καὶ Παπαχατζῆς. Ὁ κ. Σκουλούδης ἐρχεται τελευταῖος ἐπιτυχών.: [28, 2004, 269, 2069]
result-entry: Ἐν Μήλῳ Οἱ κ. κ. Μήτσις καὶ Προβελέγγιος.: [291, 781, 532, 813]
result-entry: Ἐν Καλαμάταις Βουδούρης, Βαζίνης, Καλογερόπουλος, Ἀδάμος.: [291, 429, 532, 479]
results-headline-3: ΕΚΛΟΓΩΝ: [95, 1542, 202, 1564]
paragraph: Ἐγερθεὶς τότε ὁ Διάδοχος ἐν μέσῳ βαθυτάτης συγκινήσεως καὶ σιγῆς εἶπε τὰ ἑξῆς:: [554, 1778, 786, 1827]
result-entry: Ἐν Ναυπλίῳ Οἱ κ. κ. Ποταμίανος 2196, καὶ Λαμπρινίδης 2167. Ἐπίλοχόντες οἱ κ. κ. Φαρμακόπουλος 2089 καὶ Κοντολέων 1989.: [291, 531, 532, 613]
section-heading: Η ΕΠΙΣΚΕΨΙΣ ΤΩΝ ΛΕΙΒΑΔΙΩΝ: [594, 1034, 746, 1068]
calendar-title: ΗΜΕΡΟΛΟΓΙΟΝ: [47, 17, 250, 43]
paragraph: Ἀποτελέσματα ἄλλων δήμων ἐλλείπουσιν.: [291, 276, 532, 309]
ad-paragraph: Πωλεῖται εἰς τὸ βιβλιοπωλεῖον κ. Βλάμηρτ καὶ τὸ χαρτοπωλεῖον κ. Κοκκινάκη: [291, 2397, 532, 2462]
paragraph: Παρακαλοῦμεν πάντες οἱ ἐν ἐκδόσεσιν ἐκ τοῦ ἐπισκεφθῶσι τὸ γραφεῖον ἀποκτήσωσι τὴν σειρὰν ταύτην. Τὸ παράπονο εἶνε ὅτι ἑξαιρετικὴ ἐντός τὰς ἄλλας ἐκδόσεις αὐτῶν σειρὰς οἳ καὶ εἰς τὰς ἐπαρχίας ζητήσεις.: [808, 1510, 1049, 1624]
paragraph: Ἀπομένουσιν ἀκόμη τὰ ἀποτελέσματα τοῦ δήμου Μαραθῶνος. Τὴν τελευταίαν θέσιν διεκδικεῖ ὁ κ. Βενιζέλος.: [1071, 279, 1383, 329]
subheading: ΠΟΤΕ ΣΥΝΕΡΧΕΤΑΙ ΤΟ ΝΕΟΝ ΣΥΝΕΔΡΙΟΝ: [580, 103, 760, 130]
ad-paragraph: Εἰδοποιοῦμεν τὸ σεβαστὸν κοινὸν Ἀθηνῶν καὶ Πειραιῶς ὅτι εἰς ἐν τῇ ὁδῷ Εὐριπίδου ἀρ. 24, καταστήματι μας ΚΑΠΝΟΠΩΛΕΙΟΝ ὅπου ἀπὸ τῆς ἐκλεκτοτέρας ποιότητος τῆς δὲ ἐκλεκτότερας ποιότητος ἐπρῶτον καὶ πανταχοῦ. Μελετᾶται ἡ παραγγελία πρὸς ἐπαρχίας· εἶναι σύνομοι καὶ αἱ καπνεμπόροι καὶ καπνοπῶλαι καὶ ἐκ τῶν ἐπαρχιῶν διὰ τὸ ἐκτελεῖν ἀπὸ τοῦ ἐνταῦθα καταστήματος.: [297, 2056, 526, 2268]
paragraph: Καὶ εἰς τὰ δύο τμήματα ταῦτα παρατηρεῖται τάξις καὶ ἡσυχία. Ἐν τῷ ὅλῳ εἶνε πολὺς κόσμος συγκεντρωμένος ἀναμένων τὴν σειράν του ἕκαστος νὰ εἰσέλθῃ.: [28, 997, 269, 1080]
result-entry: Ἐν Τριπόλει Εἰς τὸ ἀ. τμῆμα ἐψήφισαν 665. Ἔλαβον ψήφους οἱ κ. κ.: [28, 2255, 269, 2305]
relation-names: Σωκράτης Θ. Χοϊδᾶς: [868, 2217, 988, 2231]
paragraph: Ὑπὸ τὸν τίτλον τοῦτον ὁ κ. Γ. Βαμπεκ φλαμμαρίωνος, ἐκδίδεται λίαν προσεχῶς τὸ βιβλίον περὶ τοῦ οὐρανοῦ. Ἐκεῖ περιγράφεται ἡ σημαία, τοῦ κ. Γ. Φέξη. Πώς κινεῖται ἡ Γῆ, τί εἶνε ὁ Κομήτης, καὶ πῶς ἀναφαίνονται τὰ ἄστρα· διὰ τὸ φάσματα τῶν ἀστέρων καθόλου τὸ ἀπόρρητον καὶ τὴν εὔκολον διὰ τῆς ἔκδοσις αὐτῆς ἐπεξηγῶν σὲ καθαρὰν, ἁπλῆν, εὐλήπτον ἡ ΔΑ·ΙΚΗ ΑΣΤΡΟΝΟΜΙΑ.: [808, 1745, 1049, 1941]
result-entry: Ἐν Γορτυνίᾳ Οἱ κ.κ. Θ. Π. Δηλιγιάννης, Θ. Β Δηλιγιάννης, Π. Ἀλεξάκης καὶ Δημηρόπουλος. Ἰσοψηφοῦσιν οἱ κ. κ. Ἰω. Ἀντωνόπουλος καὶ Χαρ. Δηγενόπουλος, ἐλλείπουν τὰ ἀποτελέσματα δύο δήμων Ἐλευθέρου.: [1071, 562, 1383, 660]
column-1: [18, 12, 280, 2305]
subheading: ΒΟΥΛΕΥΤΑΙ ΑΤΤΙΚΗΣ: [1133, 95, 1321, 111]
paragraph: — Λογίζομαι εὐτυχὴς κατὰ τὴν ἐπέτειον τῆς ἡμέρας ταύτης εὑρισκόμενος ἐν μέσῳ τῶν ἀξιωματικῶν τοῦ Συντάγματος μου. Τελῶν ἱερὸν καθῆκον, πρὸ πάσης ὑπὲρ ἐμοῦ αὐτῆς, ὑψῶ τὸ ποτήριον τοῦτο εἰς μνήμην τῶν ἀξιωματικῶν καὶ ὁπλιτῶν ἐκείνων οἵτινες διὰ τοῦ εὐγενοῦς αὐτῶν αἵματος τὴν ἔρραναν πεδιάδα τῶν Λειβαδίων.: [554, 1849, 786, 2028]
paragraph: Ἐν στενῷ οἰκογενειακῷ κύκλῳ ἐτελέσθησαν χθὲς οἱ ἀρραβῶνες τοῦ καλλίστου καὶ εὐέλπιδος νέου Πέτρου Μπακόπουλου μετὰ τῆς εὐγενοῦς καὶ ἀβρᾶς δεσποινίδος Ἀργυρούλας Ποταμιάνου. Εὐχόμεθα αὐτοῖς ταχεῖαν τὴν στέψιν.: [808, 916, 1049, 1047]
subheading: ΤΟΥ ΔΗΜΑΡΧΟΥ ΤΡΙΠΟΛΕΩΣ: [575, 766, 765, 780]
newspaper-page: [18, 12, 1393, 2571]
ad-title: ΜΕΓΑΛΗ ΑΠΟΘΗΚΗ ΚΑΠΝΩΝ ΦΘΙΩΤΙΔΟΣ ΚΑΙ ΘΕΣΣΑΛΙΑΣ: [301, 1988, 522, 2041]
signature-name: Θεόδωρος Λαΐθρας: [1250, 1312, 1383, 1327]
result-entry: Ἐν Σπέτσαις Οἱ κ. κ. Αἰωρ. Κυριακὸς καὶ Δ. Λειονίδας.: [291, 395, 532, 429]
section-heading: Εἰς τὸ ΣΤ' καὶ τὸ Ζ' τμῆμα: [43, 979, 254, 997]
paragraph: Ἐκ τῶν ἀναμενομένων ἀποτελεσμάτων δύο δήμων θεωρεῖται βεβαία ἡ ἐν τῇ ἐπαρχίᾳ Κρανιδίας ἀποτυχία τοῦ ἐπὶ τῆς Δικαιοσύνης ὑπουργοῦ κ. Μομφεράτου.: [1071, 1085, 1383, 1151]
relation-label: Οἱ θεῖοι: [894, 2232, 963, 2249]
section-heading: Εἰς τὸ Αον καὶ Βον τμῆμα: [44, 177, 253, 195]
result-entry: Ἐν Λεβαδείᾳ Οἱ κ. κ. Μπουσδρίκης, Δάππας.: [291, 1407, 532, 1439]
moon-phase: Σελήνη 11 ήμερών: [95, 46, 202, 59]
paragraph: Ἐξῆλθε τὸ τέταρτον ἐπιστημονικὸν πρὸς τὸν κ. Φέξη πωλοῦνται πάντα πίστωσιν 20 μηνῶν Βιβλία 100 δραχμῶν δόνταν νὰ ἐκλέξητε πληρώνοντες μόνον 5 δρ. κατὰ μῆνα.: [808, 1626, 1049, 1724]
result-entry: Ἐν Ἠλείᾳ Οἱ κ. κ. Δενδρινὸς καὶ Μαυροκέφαλος.: [28, 2071, 269, 2104]
section-heading: ΤΟ ΥΠΟΥΡΓΙΚΟΝ ΣΥΜΒΟΥΛΙΟΝ ΤΗΣ ΣΗΜΕΡΟΝ: [576, 356, 764, 416]
result-entry: Ἐν Ἀνδρίτσῃ Οἱ κ. κ. Μπασιᾶς καὶ Τοπάλδος Χρύσης καὶ Κούλης.: [1071, 964, 1383, 997]
result-entry: Ἐν Νάξῳ Ἐπικρατεῖ ὁ συνδυασμὸς τοῦ κ. Κρίσπη, ἀλλ' ἀγνοοῦνται τὰ ὁριστικὰ ἀποτελέσματα.: [1071, 913, 1383, 962]
paragraph: Τὸ τρίτον τμῆμα εἶνε τὸ πολυπληθέστερον, ψηφίζουν μόνον οἱ ὑπὸ τὸ Κ ἐγγεγραμμένοι δημόται. Τὴν πρωΐαν ἡ ἐν αὐτῷ κίνησις δὲν εἶνε τόσον πολὺ ζωηρά. Ὁ κόσμος προσέρχεται ἀραιὰ-ἀραιὰ πρὸς ψηφοφορίαν. Μέσα ἐπικρατεῖ πανδαιμόνιον ἀπὸ τοὺς ἀντιπροσώπους τῶν ὑποψηφίων.: [28, 266, 269, 429]
result-entry: Ἐν Κέᾳ Γ. Κόρπης καὶ Πατρίκιος.: [40, 1718, 267, 1735]
column-4: [797, 12, 1060, 2571]
divider: [554, 519, 786, 520]
divider: [808, 1945, 1049, 1946]
section-heading: ΑΠΩΛΕΙΑ ΣΥΝΑΛΛΑΓΜΑΤΙΚΗΣ: [1103, 1159, 1350, 1176]
